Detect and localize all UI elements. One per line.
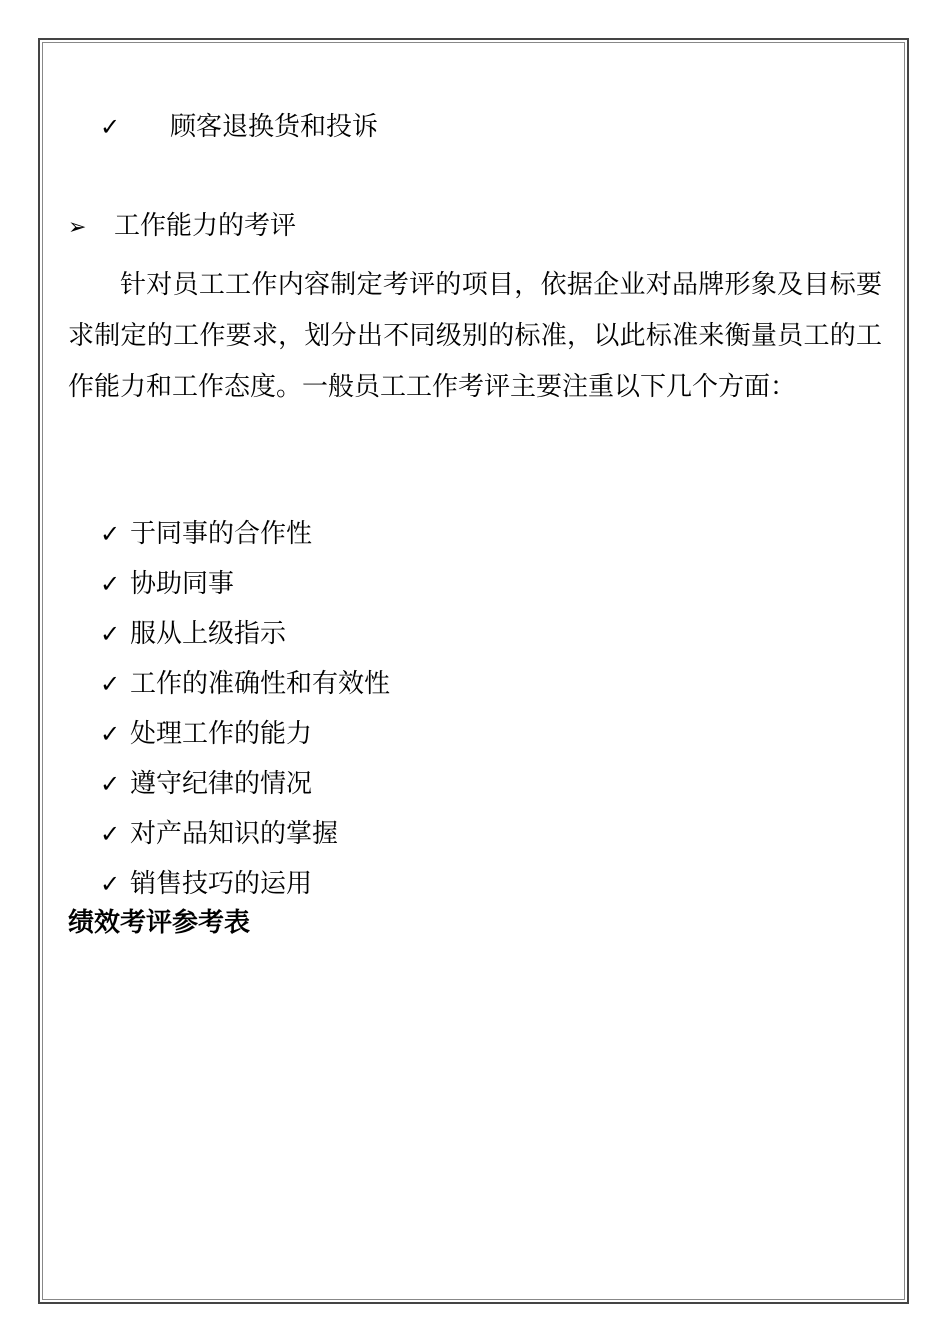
criteria-item [100, 559, 390, 609]
criteria-item [100, 509, 390, 559]
criteria-item [100, 759, 390, 809]
top-item-text: 顾客退换货和投诉 [170, 112, 379, 142]
check-icon: ✓ [100, 770, 121, 798]
criteria-item [100, 709, 390, 759]
criteria-item-text: 处理工作的能力 [130, 719, 313, 749]
criteria-item-text: 于同事的合作性 [130, 519, 313, 549]
criteria-item-text: 对产品知识的掌握 [130, 819, 339, 849]
criteria-item-text: 工作的准确性和有效性 [130, 669, 391, 699]
check-icon: ✓ [100, 520, 121, 548]
check-icon: ✓ [100, 620, 121, 648]
check-icon: ✓ [100, 670, 121, 698]
check-icon: ✓ [100, 720, 121, 748]
check-icon: ✓ [100, 113, 121, 141]
criteria-item-text: 遵守纪律的情况 [130, 769, 313, 799]
check-icon: ✓ [100, 570, 121, 598]
check-icon: ✓ [100, 870, 121, 898]
arrow-bullet-icon: ➢ [68, 215, 87, 240]
table-heading: 绩效考评参考表 [68, 908, 251, 938]
criteria-item [100, 609, 390, 659]
check-icon: ✓ [100, 820, 121, 848]
section-title: 工作能力的考评 [114, 211, 297, 241]
criteria-item [100, 859, 390, 909]
criteria-item-text: 销售技巧的运用 [130, 869, 313, 899]
criteria-item-text: 协助同事 [130, 569, 235, 599]
criteria-item-text: 服从上级指示 [130, 619, 287, 649]
section-paragraph: 针对员工工作内容制定考评的项目，依据企业对品牌形象及目标要求制定的工作要求，划分出不同级别的标准，以此标准来衡量员工的工作能力和工作态度。一般员工工作考评主要注重以下几个方面： [68, 270, 882, 402]
criteria-item [100, 809, 390, 859]
criteria-list [100, 509, 390, 909]
criteria-item [100, 659, 390, 709]
